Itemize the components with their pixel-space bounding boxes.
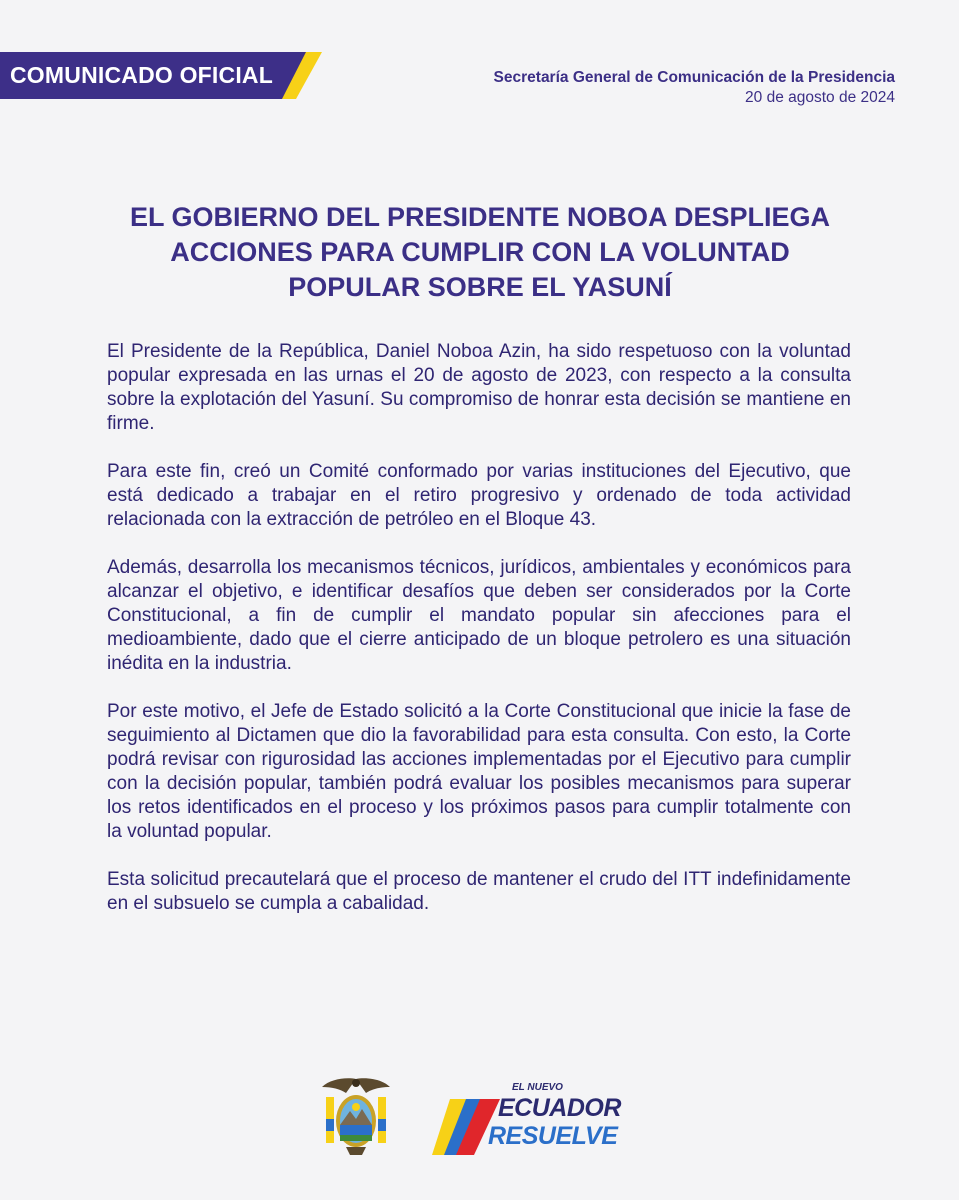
press-release-body bbox=[107, 340, 851, 940]
body-paragraph: Para este fin, creó un Comité conformado por varias instituciones del Ejecutivo, que está dedicado a trabajar en el retiro progresivo y ordenado de toda actividad relacionada con la extracción de petróleo en el Bloque 43. bbox=[107, 461, 851, 530]
body-paragraph: Por este motivo, el Jefe de Estado solicitó a la Corte Constitucional que inicie la fase de seguimiento al Dictamen que dio la favorabilidad para esta consulta. Con esto, la Corte podrá revisar con rigurosidad las acciones implementadas por el Ejecutivo para cumplir con la decisión popular, también podrá evaluar los posibles mecanismos para superar los retos identificados en el proceso y los próximos pasos para cumplir totalmente con la voluntad popular. bbox=[107, 701, 851, 842]
body-paragraph: El Presidente de la República, Daniel Noboa Azin, ha sido respetuoso con la voluntad popular expresada en las urnas el 20 de agosto de 2023, con respecto a la consulta sobre la explotación del Yasuní. Su compromiso de honrar esta decisión se mantiene en firme. bbox=[107, 341, 851, 434]
brand-line-1: ECUADOR bbox=[498, 1094, 621, 1122]
headline-line: ACCIONES PARA CUMPLIR CON LA VOLUNTAD bbox=[170, 237, 790, 267]
publication-date: 20 de agosto de 2024 bbox=[745, 89, 895, 106]
banner-label: COMUNICADO OFICIAL bbox=[10, 62, 273, 88]
organization-name: Secretaría General de Comunicación de la Presidencia bbox=[493, 69, 895, 86]
header-info bbox=[494, 68, 895, 108]
brand-line-2: RESUELVE bbox=[488, 1122, 618, 1150]
body-paragraph: Esta solicitud precautelará que el proceso de mantener el crudo del ITT indefinidamente en el subsuelo se cumpla a cabalidad. bbox=[107, 869, 851, 914]
headline-line: EL GOBIERNO DEL PRESIDENTE NOBOA DESPLIEGA bbox=[129, 202, 831, 232]
el-nuevo-ecuador-logo bbox=[432, 1079, 621, 1159]
ecuador-coat-of-arms-icon bbox=[320, 1075, 392, 1159]
official-banner bbox=[0, 52, 322, 99]
body-paragraph: Además, desarrolla los mecanismos técnicos, jurídicos, ambientales y económicos para alcanzar el objetivo, e identificar desafíos que deben ser considerados por la Corte Constitucional, a fin de cumplir el mandato popular sin afecciones para el medioambiente, dado que el cierre anticipado de un bloque petrolero es una situación inédita en la industria. bbox=[107, 557, 851, 674]
brand-small-text: EL NUEVO bbox=[512, 1082, 563, 1093]
headline bbox=[80, 200, 880, 305]
footer-logos bbox=[0, 1075, 959, 1165]
headline-line: POPULAR SOBRE EL YASUNÍ bbox=[288, 272, 672, 302]
